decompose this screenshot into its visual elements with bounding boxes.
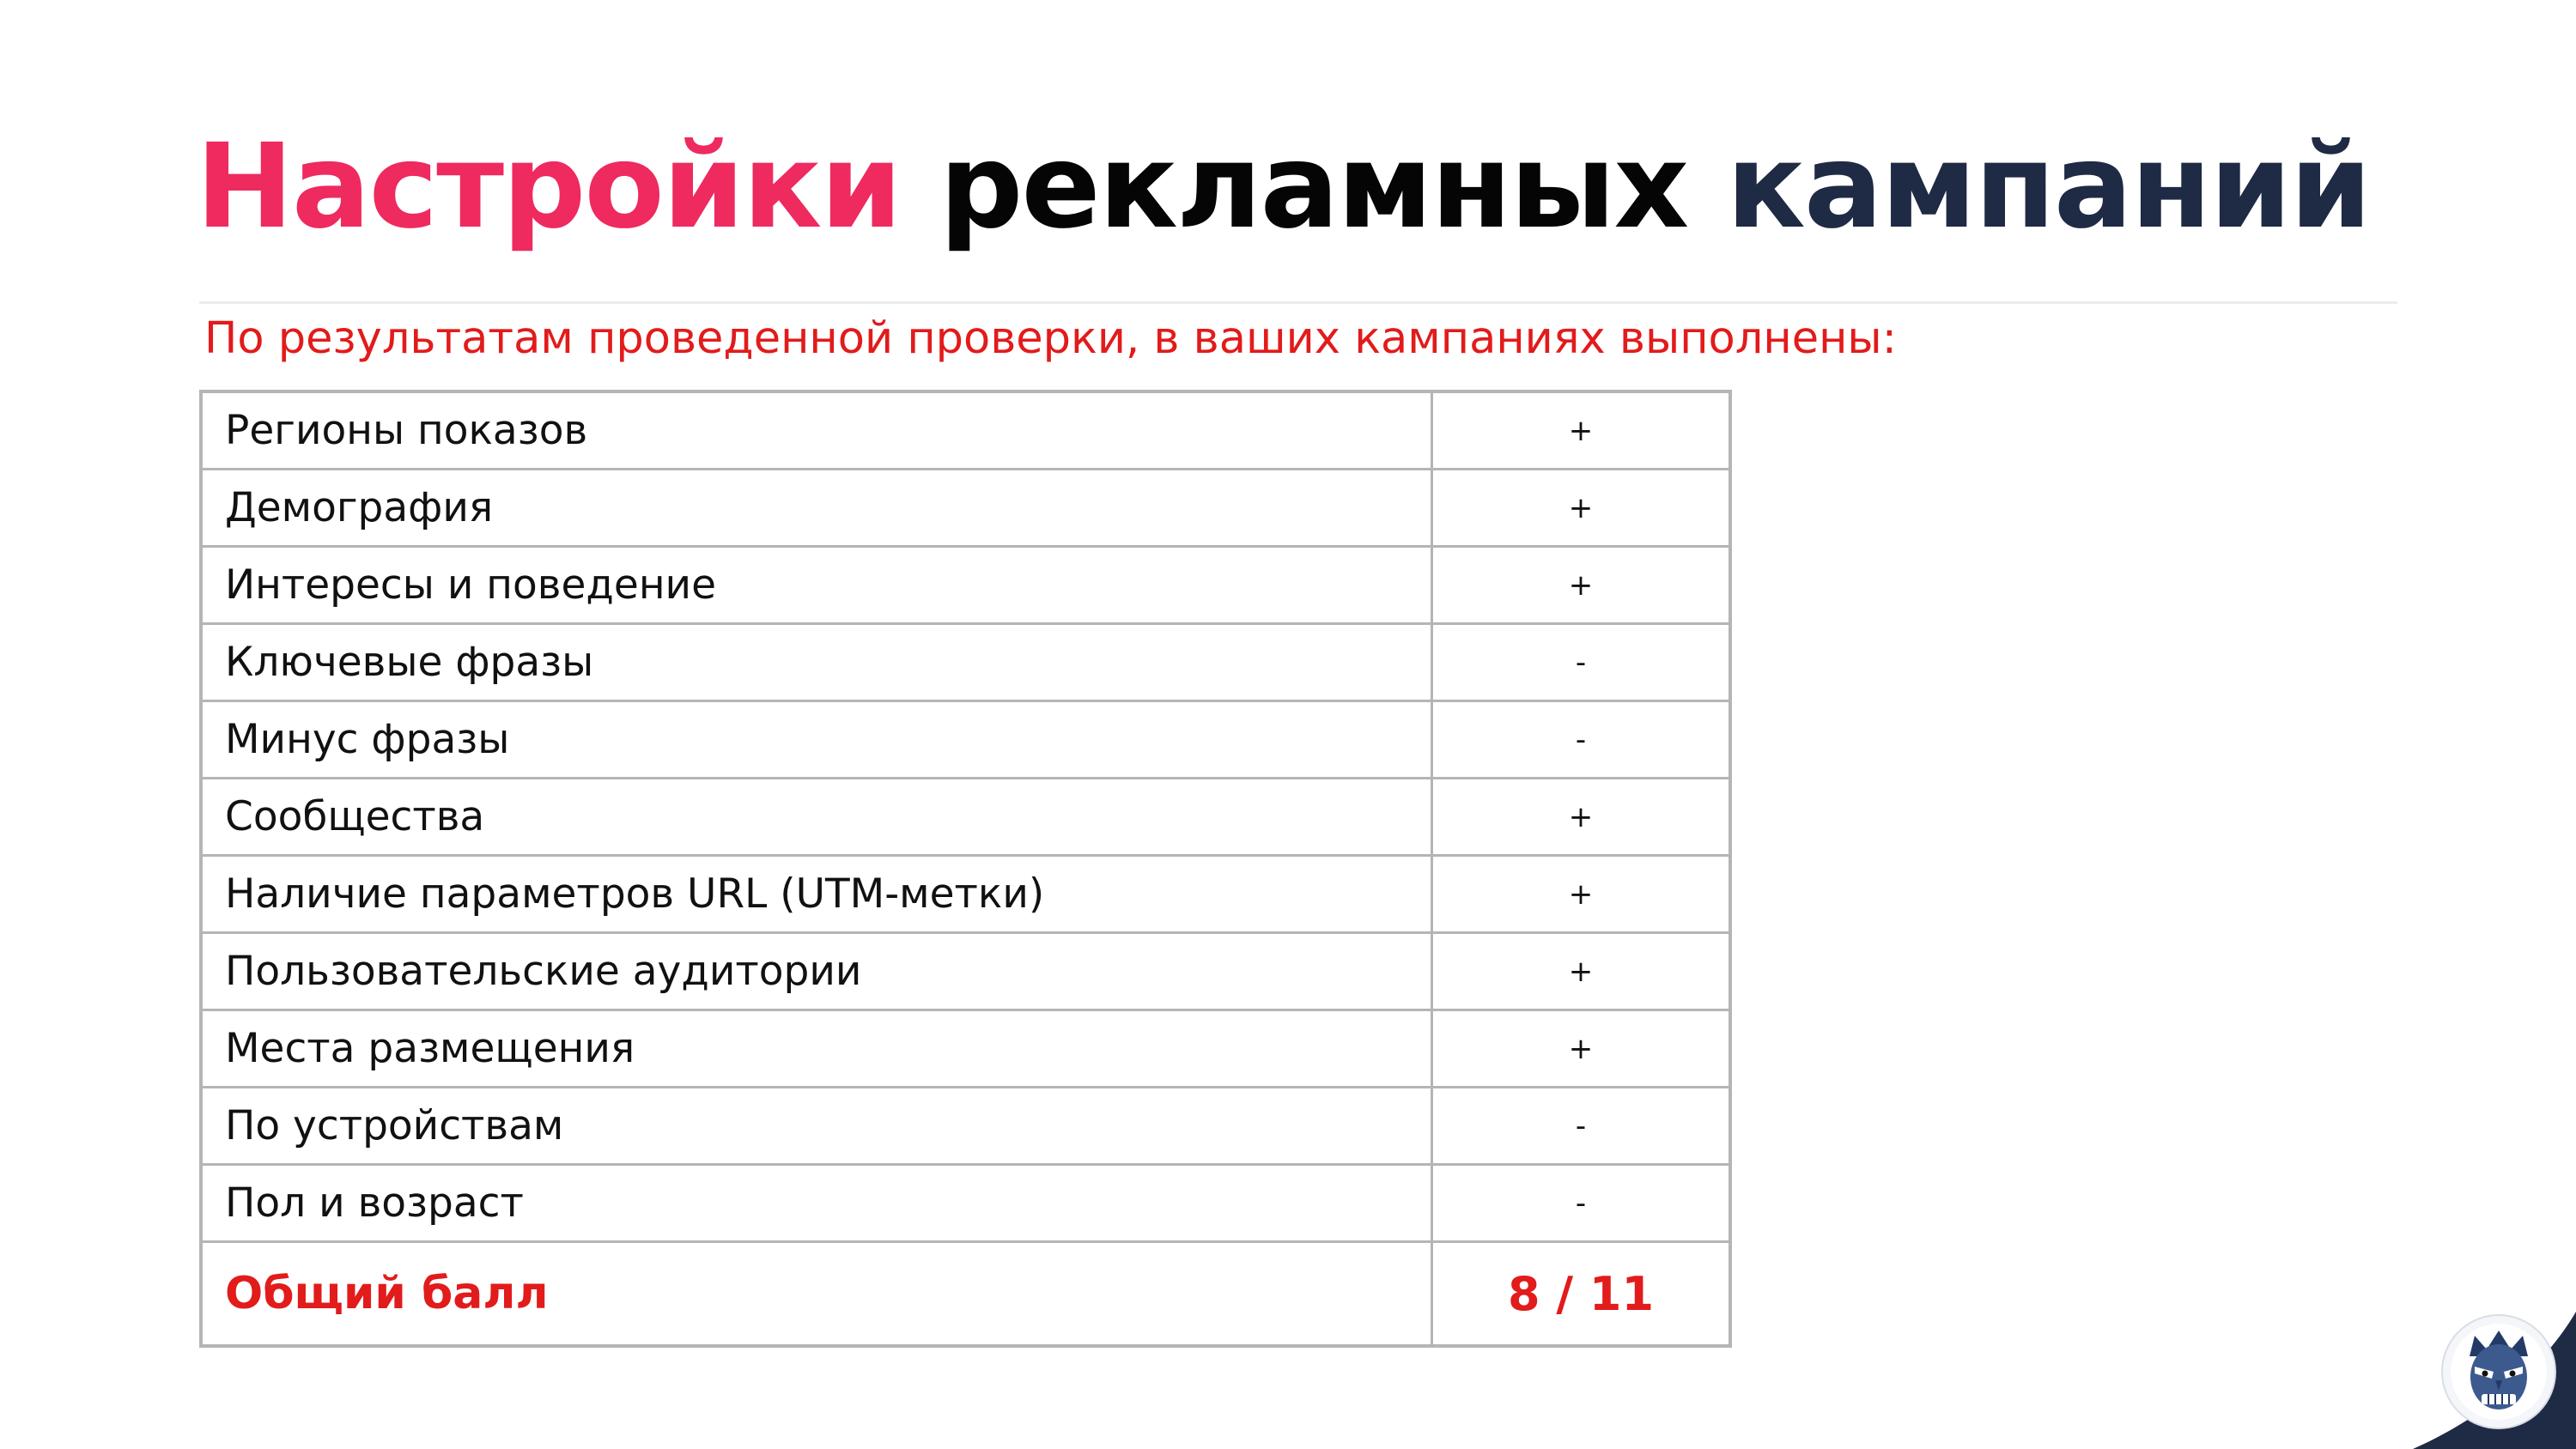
setting-status: + [1432,856,1731,933]
title-divider [199,301,2397,304]
table-row [201,547,1730,624]
table-row [201,701,1730,779]
setting-status: + [1432,933,1731,1010]
table-row [201,470,1730,547]
setting-name: Регионы показов [201,391,1432,470]
settings-checklist-table [199,390,1732,1348]
table-row [201,779,1730,856]
subtitle: По результатам проведенной проверки, в ваших кампаниях выполнены: [204,313,1897,364]
total-score-value: 8 / 11 [1432,1242,1731,1347]
table-row [201,1165,1730,1242]
table-row [201,856,1730,933]
setting-status: + [1432,547,1731,624]
total-score-row [201,1242,1730,1347]
table-row [201,624,1730,701]
title-word-2: рекламных [939,119,1688,255]
table-row [201,391,1730,470]
setting-name: Пол и возраст [201,1165,1432,1242]
title-word-3: кампаний [1726,119,2371,255]
setting-name: Сообщества [201,779,1432,856]
setting-name: Интересы и поведение [201,547,1432,624]
setting-status: + [1432,1010,1731,1088]
table-row [201,933,1730,1010]
title-word-1: Настройки [196,119,901,255]
setting-name: Минус фразы [201,701,1432,779]
setting-status: - [1432,1165,1731,1242]
setting-status: - [1432,1088,1731,1165]
setting-name: Демография [201,470,1432,547]
setting-name: Места размещения [201,1010,1432,1088]
setting-status: + [1432,391,1731,470]
table-row [201,1088,1730,1165]
setting-name: Пользовательские аудитории [201,933,1432,1010]
page-title [196,103,2370,271]
setting-status: - [1432,624,1731,701]
total-score-label: Общий балл [201,1242,1432,1347]
setting-name: По устройствам [201,1088,1432,1165]
setting-status: + [1432,470,1731,547]
table-row [201,1010,1730,1088]
setting-status: + [1432,779,1731,856]
mascot-logo-icon [2440,1313,2557,1430]
setting-name: Ключевые фразы [201,624,1432,701]
setting-status: - [1432,701,1731,779]
setting-name: Наличие параметров URL (UTM-метки) [201,856,1432,933]
